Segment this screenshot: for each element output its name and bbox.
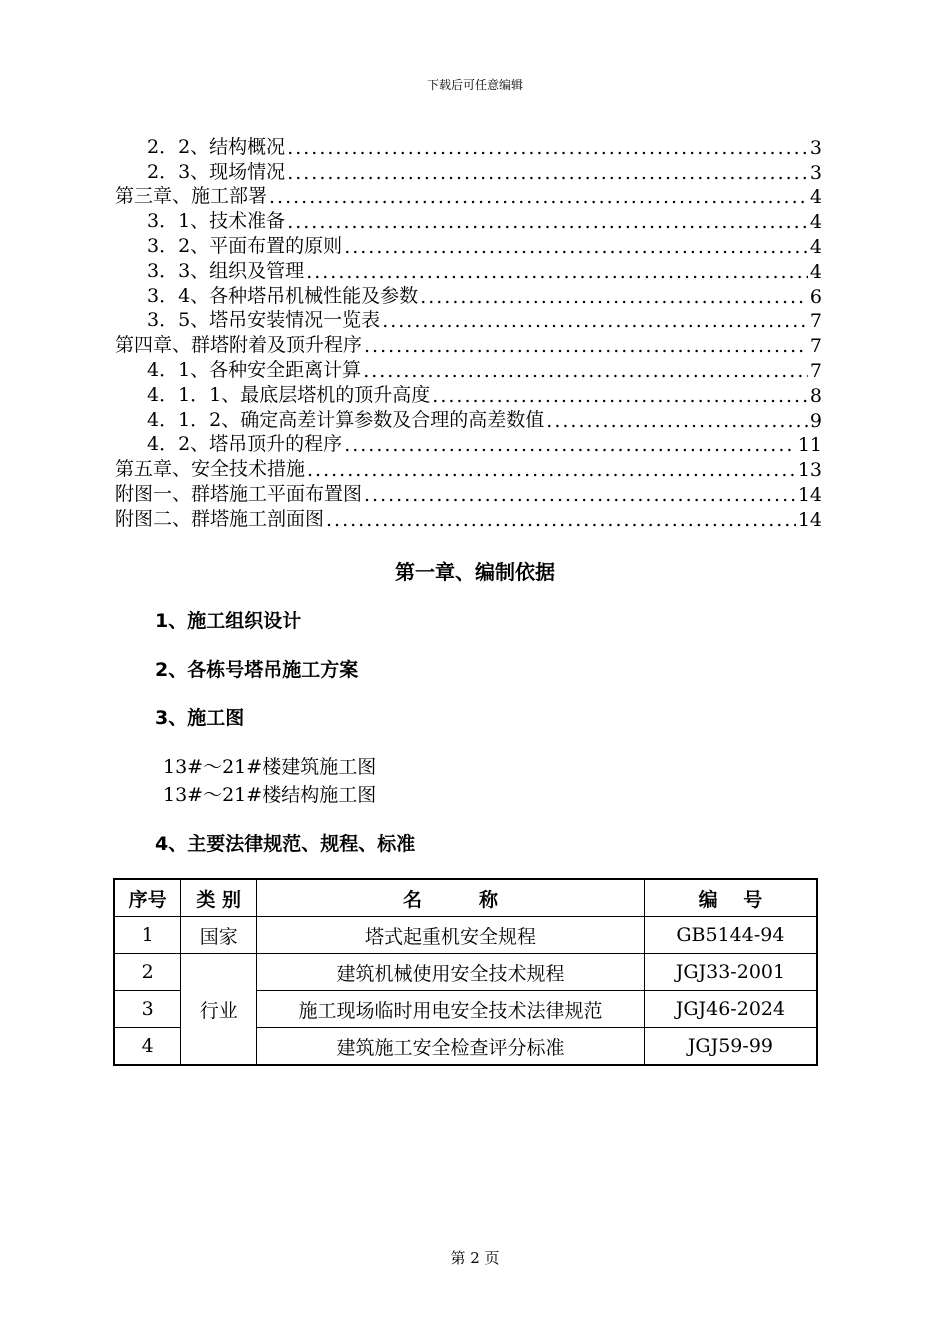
toc-page-number: 7: [809, 335, 822, 358]
toc-page-number: 4: [809, 260, 822, 283]
toc-leader: [344, 434, 796, 456]
cell-name: 建筑机械使用安全技术规程: [257, 954, 645, 991]
toc-leader: [307, 459, 796, 481]
standards-table: [113, 878, 818, 1066]
toc-page-number: 4: [809, 211, 822, 234]
toc-page-number: 4: [809, 235, 822, 258]
toc-label: 4．1．1、最底层塔机的顶升高度: [147, 383, 431, 406]
section-heading-4: 4、主要法律规范、规程、标准: [155, 833, 416, 855]
toc-label: 3．3、组织及管理: [147, 259, 305, 282]
cell-code: JGJ46-2024: [644, 991, 817, 1028]
page-header: 下载后可任意编辑: [426, 78, 523, 92]
cell-name: 施工现场临时用电安全技术法律规范: [257, 991, 645, 1028]
toc-label: 3．2、平面布置的原则: [147, 234, 343, 257]
cell-name: 塔式起重机安全规程: [257, 917, 645, 954]
section-heading-1: 1、施工组织设计: [155, 610, 302, 632]
toc-leader: [344, 236, 808, 258]
cell-no: 2: [114, 954, 181, 991]
toc-label: 3．1、技术准备: [147, 210, 286, 233]
toc-label: 第五章、安全技术措施: [115, 458, 306, 481]
cell-no: 3: [114, 991, 181, 1028]
table-row: [114, 917, 817, 954]
toc-leader: [326, 509, 796, 531]
toc-page-number: 14: [797, 483, 822, 506]
toc-page-number: 9: [809, 409, 822, 432]
toc-label: 4．1．2、确定高差计算参数及合理的高差数值: [147, 408, 545, 431]
cell-no: 1: [114, 917, 181, 954]
toc-page-number: 3: [809, 161, 822, 184]
toc-page-number: 6: [809, 285, 822, 308]
toc-page-number: 3: [809, 136, 822, 159]
toc-entry[interactable]: [115, 258, 822, 283]
toc-page-number: 7: [809, 359, 822, 382]
toc-entry[interactable]: [115, 432, 822, 457]
table-of-contents: [115, 134, 822, 531]
toc-leader: [269, 186, 808, 208]
cell-code: JGJ33-2001: [644, 954, 817, 991]
toc-entry[interactable]: [115, 184, 822, 209]
section-heading-2: 2、各栋号塔吊施工方案: [155, 659, 359, 681]
toc-entry[interactable]: [115, 407, 822, 432]
column-header-name: 名 称: [257, 879, 645, 917]
toc-leader: [432, 385, 808, 407]
section-heading-3: 3、施工图: [155, 707, 245, 729]
cell-code: GB5144-94: [644, 917, 817, 954]
toc-leader: [287, 162, 808, 184]
toc-entry[interactable]: [115, 308, 822, 333]
toc-label: 附图一、群塔施工平面布置图: [115, 482, 363, 505]
page-footer: 第 2 页: [450, 1249, 500, 1267]
toc-leader: [306, 261, 808, 283]
toc-entry[interactable]: [115, 332, 822, 357]
toc-label: 附图二、群塔施工剖面图: [115, 507, 325, 530]
cell-code: JGJ59-99: [644, 1028, 817, 1066]
drawing-list-item: 13#～21#楼建筑施工图: [163, 756, 377, 778]
toc-leader: [287, 137, 808, 159]
drawing-list-item: 13#～21#楼结构施工图: [163, 784, 377, 806]
toc-page-number: 11: [797, 434, 822, 457]
toc-label: 2．2、结构概况: [147, 135, 286, 158]
toc-entry[interactable]: [115, 357, 822, 382]
toc-label: 2．3、现场情况: [147, 160, 286, 183]
table-row: [114, 954, 817, 991]
toc-leader: [287, 211, 808, 233]
toc-label: 第三章、施工部署: [115, 185, 268, 208]
cell-category: 行业: [181, 954, 257, 1066]
toc-leader: [364, 335, 808, 357]
toc-leader: [546, 410, 808, 432]
toc-label: 第四章、群塔附着及顶升程序: [115, 334, 363, 357]
cell-name: 建筑施工安全检查评分标准: [257, 1028, 645, 1066]
toc-leader: [364, 484, 796, 506]
toc-page-number: 14: [797, 508, 822, 531]
toc-entry[interactable]: [115, 233, 822, 258]
table-header-row: [114, 879, 817, 917]
toc-entry[interactable]: [115, 283, 822, 308]
toc-entry[interactable]: [115, 382, 822, 407]
cell-no: 4: [114, 1028, 181, 1066]
toc-label: 4．2、塔吊顶升的程序: [147, 433, 343, 456]
toc-leader: [382, 310, 808, 332]
column-header-category: 类 别: [181, 879, 257, 917]
toc-entry[interactable]: [115, 456, 822, 481]
toc-entry[interactable]: [115, 134, 822, 159]
column-header-code: 编 号: [644, 879, 817, 917]
toc-entry[interactable]: [115, 208, 822, 233]
toc-label: 3．5、塔吊安装情况一览表: [147, 309, 381, 332]
toc-entry[interactable]: [115, 159, 822, 184]
toc-leader: [363, 360, 808, 382]
toc-entry[interactable]: [115, 481, 822, 506]
toc-page-number: 7: [809, 310, 822, 333]
toc-label: 4．1、各种安全距离计算: [147, 358, 362, 381]
cell-category: 国家: [181, 917, 257, 954]
toc-entry[interactable]: [115, 506, 822, 531]
toc-leader: [420, 286, 808, 308]
toc-label: 3．4、各种塔吊机械性能及参数: [147, 284, 419, 307]
toc-page-number: 13: [797, 459, 822, 482]
toc-page-number: 8: [809, 384, 822, 407]
chapter-title: 第一章、编制依据: [395, 560, 555, 584]
column-header-no: 序号: [114, 879, 181, 917]
toc-page-number: 4: [809, 186, 822, 209]
